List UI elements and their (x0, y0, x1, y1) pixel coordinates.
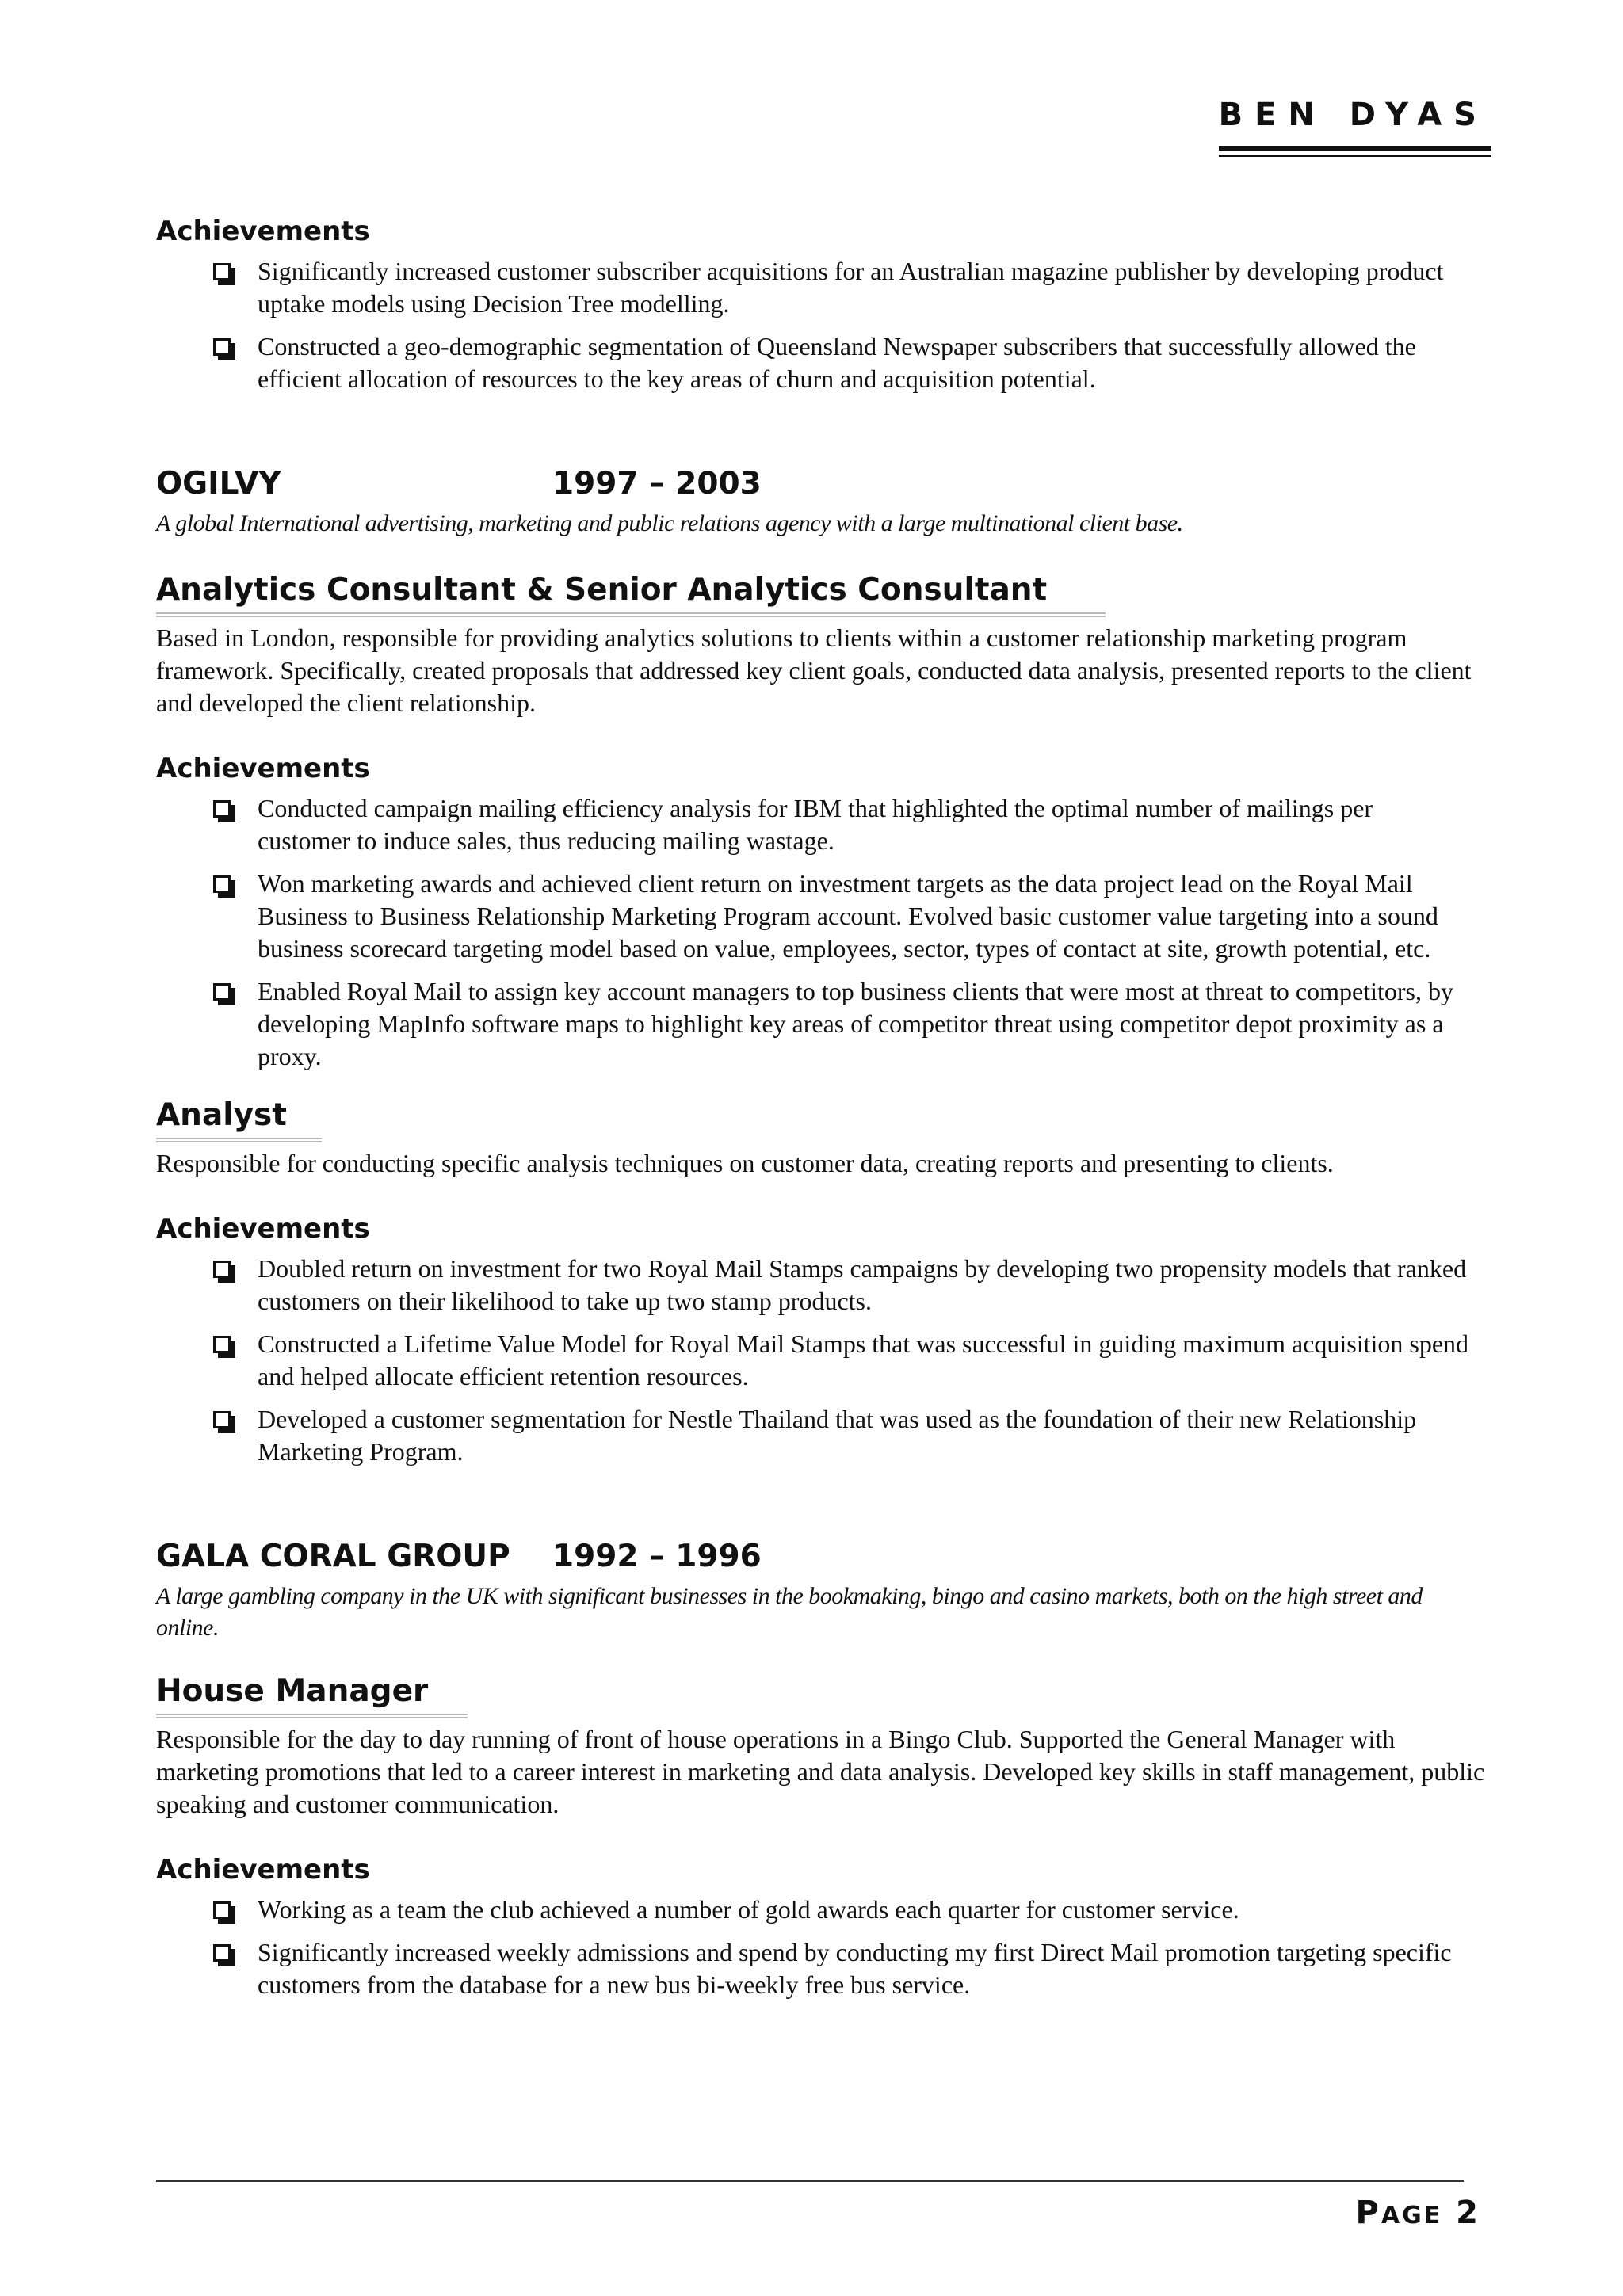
role-description: Based in London, responsible for providing analytics solutions to clients within a customer relationship marketing program framework. Specifically, created proposals that addressed key client goals, conducted data analysis, presented reports to the client and developed the client relationship. (156, 624, 1472, 717)
company-header (156, 465, 1487, 503)
achievements-list (156, 1894, 1487, 2001)
resume-content (156, 214, 1487, 2012)
checkbox-bullet-icon (213, 1944, 231, 1962)
company-name: OGILVY (156, 466, 281, 502)
checkbox-bullet-icon (213, 875, 231, 893)
role-title: House Manager (156, 1672, 468, 1718)
achievements-heading: Achievements (156, 1854, 370, 1886)
achievements-list (156, 1253, 1487, 1468)
achievement-item: Enabled Royal Mail to assign key account managers to top business clients that were most at threat to competitors, by developing MapInfo software maps to highlight key areas of competitor threat using competitor depot proximity as a proxy. (156, 975, 1487, 1073)
checkbox-bullet-icon (213, 263, 231, 280)
company-description: A large gambling company in the UK with significant businesses in the bookmaking, bingo and casino markets, both on the high street and online. (156, 1583, 1423, 1641)
company-description: A global International advertising, marketing and public relations agency with a large multinational client base. (156, 510, 1183, 536)
achievement-item: Working as a team the club achieved a number of gold awards each quarter for customer service. (156, 1894, 1487, 1926)
achievement-item: Significantly increased weekly admissions and spend by conducting my first Direct Mail promotion targeting specific customers from the database for a new bus bi-weekly free bus service. (156, 1936, 1487, 2001)
achievement-item: Constructed a Lifetime Value Model for Royal Mail Stamps that was successful in guiding maximum acquisition spend and helped allocate efficient retention resources. (156, 1328, 1487, 1393)
page-number-value: 2 (1456, 2195, 1480, 2231)
role-description: Responsible for the day to day running of front of house operations in a Bingo Club. Supported the General Manager with marketing promotions that led to a career interest in marketing and data analysis. Developed key skills in staff management, public speaking and customer communication. (156, 1725, 1485, 1818)
previous-role-achievements (156, 214, 1487, 395)
checkbox-bullet-icon (213, 338, 231, 356)
role-block (156, 1097, 1487, 1468)
header-rule-thin (1219, 155, 1491, 157)
achievement-item: Constructed a geo-demographic segmentation of Queensland Newspaper subscribers that successfully allowed the efficient allocation of resources to the key areas of churn and acquisition potential. (156, 330, 1487, 395)
company-ogilvy (156, 465, 1487, 1468)
checkbox-bullet-icon (213, 1261, 231, 1278)
achievements-heading: Achievements (156, 215, 370, 247)
checkbox-bullet-icon (213, 1901, 231, 1919)
achievement-item: Won marketing awards and achieved client return on investment targets as the data project lead on the Royal Mail Business to Business Relationship Marketing Program account. Evolved basic customer value targeting into a sound business scorecard targeting model based on value, employees, sector, types of contact at site, growth potential, etc. (156, 868, 1487, 965)
company-header (156, 1538, 1487, 1576)
footer-rule (156, 2180, 1464, 2182)
company-years: 1997 – 2003 (552, 466, 762, 502)
achievements-heading: Achievements (156, 1213, 370, 1245)
role-block (156, 571, 1487, 1073)
company-name: GALA CORAL GROUP (156, 1539, 510, 1574)
role-description: Responsible for conducting specific analysis techniques on customer data, creating reports and presenting to clients. (156, 1149, 1334, 1177)
checkbox-bullet-icon (213, 1411, 231, 1428)
page-number (1356, 2195, 1480, 2231)
achievement-item: Developed a customer segmentation for Nestle Thailand that was used as the foundation of their new Relationship Marketing Program. (156, 1403, 1487, 1468)
achievements-heading: Achievements (156, 753, 370, 784)
company-gala-coral (156, 1538, 1487, 2001)
role-title: Analyst (156, 1097, 322, 1142)
role-block (156, 1672, 1487, 2001)
checkbox-bullet-icon (213, 1336, 231, 1353)
achievement-item: Significantly increased customer subscriber acquisitions for an Australian magazine publisher by developing product uptake models using Decision Tree modelling. (156, 255, 1487, 320)
achievement-item: Conducted campaign mailing efficiency analysis for IBM that highlighted the optimal number of mailings per customer to induce sales, thus reducing mailing wastage. (156, 792, 1487, 857)
checkbox-bullet-icon (213, 800, 231, 818)
achievements-list (156, 792, 1487, 1073)
role-title: Analytics Consultant & Senior Analytics Consultant (156, 571, 1106, 617)
page-label: PAGE (1355, 2195, 1443, 2231)
checkbox-bullet-icon (213, 983, 231, 1001)
company-years: 1992 – 1996 (552, 1539, 762, 1574)
achievements-list (156, 255, 1487, 395)
header-rule (1219, 146, 1491, 151)
header-name: BEN DYAS (1218, 97, 1488, 133)
achievement-item: Doubled return on investment for two Royal Mail Stamps campaigns by developing two propensity models that ranked customers on their likelihood to take up two stamp products. (156, 1253, 1487, 1318)
